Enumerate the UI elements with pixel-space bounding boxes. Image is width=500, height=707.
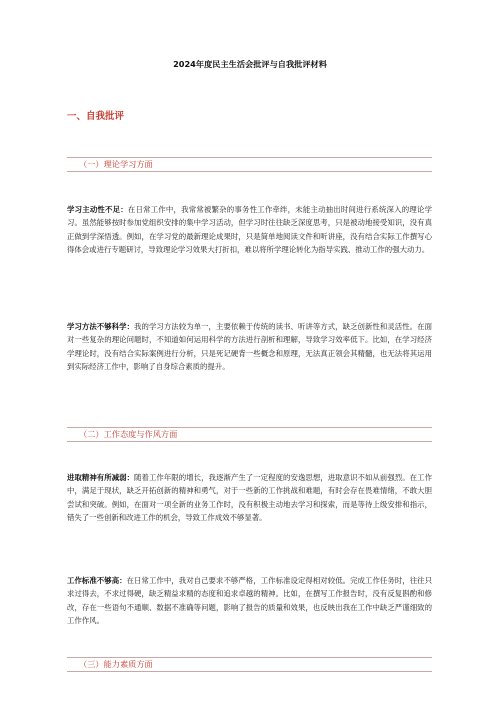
subsection-heading-work-attitude [67, 427, 432, 442]
paragraph-text: 随着工作年限的增长，我逐渐产生了一定程度的安逸思想，进取意识不如从前强烈。在工作中，满足于现状，缺乏开拓创新的精神和勇气，对于一些新的工作挑战和难题，有时会存在畏难情绪，不敢大胆尝试和突破。例如，在面对一项全新的业务工作时，没有积极主动地去学习和探索，而是等待上级安排和指示，错失了一些创新和改进工作的机会，导致工作成效不够显著。 [67, 473, 432, 523]
paragraph-label: 学习方法不够科学： [67, 322, 135, 331]
paragraph-label: 学习主动性不足： [67, 205, 128, 214]
paragraph-text: 我的学习方法较为单一，主要依赖于传统的读书、听讲等方式，缺乏创新性和灵活性。在面对一些复杂的理论问题时，不知道如何运用科学的方法进行剖析和理解，导致学习效率低下。比如，在学习经济学理论时，没有结合实际案例进行分析，只是死记硬背一些概念和原理，无法真正领会其精髓，也无法将其运用到实际经济工作中，影响了自身综合素质的提升。 [67, 322, 432, 372]
subsection-label: （一）理论学习方面 [79, 159, 153, 169]
paragraph-label: 工作标准不够高： [67, 576, 127, 585]
paragraph-enterprising-spirit [67, 471, 432, 525]
subsection-label: （三）能力素质方面 [79, 659, 153, 669]
paragraph-label: 进取精神有所减弱： [67, 473, 135, 482]
paragraph-study-method [67, 320, 432, 374]
subsection-heading-ability [67, 657, 432, 672]
subsection-label: （二）工作态度与作风方面 [79, 429, 178, 439]
paragraph-study-initiative [67, 203, 432, 257]
document-title: 2024年度民主生活会批评与自我批评材料 [173, 59, 327, 69]
section-heading-self-criticism: 一、自我批评 [67, 111, 125, 122]
paragraph-work-standards [67, 574, 432, 628]
subsection-heading-theory-study [67, 157, 432, 172]
paragraph-text: 在日常工作中，我常常被繁杂的事务性工作牵绊，未能主动抽出时间进行系统深入的理论学习。虽然能够按时参加党组织安排的集中学习活动，但学习时往往缺乏深度思考，只是被动地接受知识，没有真正做到学深悟透。例如，在学习党的最新理论成果时，只是简单地阅读文件和听讲座，没有结合实际工作撰写心得体会或进行专题研讨，导致理论学习效果大打折扣，难以将所学理论转化为指导实践、推动工作的强大动力。 [67, 205, 432, 255]
paragraph-text: 在日常工作中，我对自己要求不够严格，工作标准设定得相对较低。完成工作任务时，往往只求过得去，不求过得硬，缺乏精益求精的态度和追求卓越的精神。比如，在撰写工作报告时，没有反复斟酌和修改，存在一些语句不通顺、数据不准确等问题，影响了报告的质量和效果，也反映出我在工作中缺乏严谨细致的工作作风。 [67, 576, 432, 626]
